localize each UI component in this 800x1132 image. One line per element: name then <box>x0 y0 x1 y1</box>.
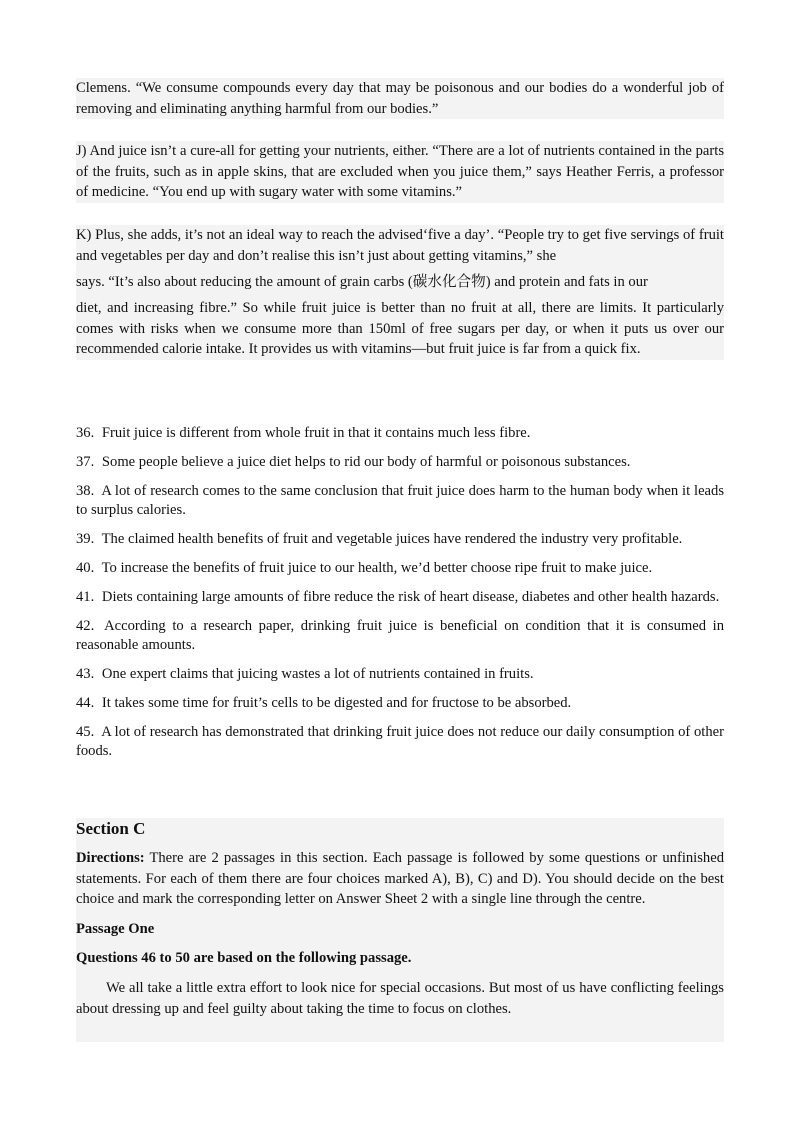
question-39 <box>76 530 724 549</box>
question-number: 44. <box>76 695 95 711</box>
question-text: According to a research paper, drinking fruit juice is beneficial on condition that it is consumed in reasonable amounts. <box>76 618 724 653</box>
question-text: A lot of research has demonstrated that drinking fruit juice does not reduce our daily consumption of other foods. <box>76 724 724 759</box>
question-number: 45. <box>76 724 95 740</box>
question-42 <box>76 617 724 655</box>
question-text: Fruit juice is different from whole fruit in that it contains much less fibre. <box>101 425 531 441</box>
paragraph-k-line1: K) Plus, she adds, it’s not an ideal way to reach the advised‘five a day’. “People try to get five servings of fruit and vegetables per day and don’t realise this isn’t just about getting vitamins,” she <box>76 227 724 264</box>
question-text: To increase the benefits of fruit juice to our health, we’d better choose ripe fruit to make juice. <box>101 560 653 576</box>
question-45 <box>76 723 724 761</box>
directions-text: There are 2 passages in this section. Each passage is followed by some questions or unfinished statements. For each of them there are four choices marked A), B), C) and D). You should decide on the best choice and mark the corresponding letter on Answer Sheet 2 with a single line through the centre. <box>76 850 724 908</box>
question-number: 36. <box>76 425 95 441</box>
question-number: 41. <box>76 589 95 605</box>
directions-label: Directions: <box>76 850 145 866</box>
question-number: 40. <box>76 560 95 576</box>
question-text: A lot of research comes to the same conclusion that fruit juice does harm to the human body when it leads to surplus calories. <box>76 483 724 518</box>
question-number: 43. <box>76 666 95 682</box>
question-36 <box>76 424 724 443</box>
directions <box>76 848 724 910</box>
question-number: 37. <box>76 454 95 470</box>
paragraph-j: J) And juice isn’t a cure-all for getting your nutrients, either. “There are a lot of nutrients contained in the parts of the fruits, such as in apple skins, that are excluded when you juice them,” says Heather Ferris, a professor of medicine. “You end up with sugary water with some vitamins.” <box>76 141 724 203</box>
questions-label: Questions 46 to 50 are based on the following passage. <box>76 950 412 967</box>
question-list <box>76 424 724 771</box>
question-38 <box>76 482 724 520</box>
question-number: 38. <box>76 483 95 499</box>
paragraph-k <box>76 225 724 360</box>
question-text: Diets containing large amounts of fibre reduce the risk of heart disease, diabetes and other health hazards. <box>101 589 720 605</box>
paragraph-i-continuation: Clemens. “We consume compounds every day that may be poisonous and our bodies do a wonderful job of removing and eliminating anything harmful from our bodies.” <box>76 78 724 119</box>
question-text: The claimed health benefits of fruit and vegetable juices have rendered the industry very profitable. <box>101 531 683 547</box>
section-c <box>76 818 724 1042</box>
question-number: 42. <box>76 618 95 634</box>
question-text: Some people believe a juice diet helps to rid our body of harmful or poisonous substances. <box>101 454 631 470</box>
question-37 <box>76 453 724 472</box>
section-title: Section C <box>76 819 146 838</box>
paragraph-k-line3: diet, and increasing fibre.” So while fruit juice is better than no fruit at all, there are limits. It particularly comes with risks when we consume more than 150ml of free sugars per day, or when it puts us over our recommended calorie intake. It provides us with vitamins—but fruit juice is far from a quick fix. <box>76 300 724 358</box>
paragraph-k-line2: says. “It’s also about reducing the amount of grain carbs (碳水化合物) and protein and fats in our <box>76 274 648 291</box>
passage-one-text: We all take a little extra effort to look nice for special occasions. But most of us have conflicting feelings about dressing up and feel guilty about taking the time to focus on clothes. <box>76 979 724 1017</box>
passage-label: Passage One <box>76 920 155 937</box>
question-41 <box>76 588 724 607</box>
question-44 <box>76 694 724 713</box>
question-text: One expert claims that juicing wastes a lot of nutrients contained in fruits. <box>101 666 534 682</box>
question-40 <box>76 559 724 578</box>
question-text: It takes some time for fruit’s cells to be digested and for fructose to be absorbed. <box>101 695 572 711</box>
question-43 <box>76 665 724 684</box>
question-number: 39. <box>76 531 95 547</box>
